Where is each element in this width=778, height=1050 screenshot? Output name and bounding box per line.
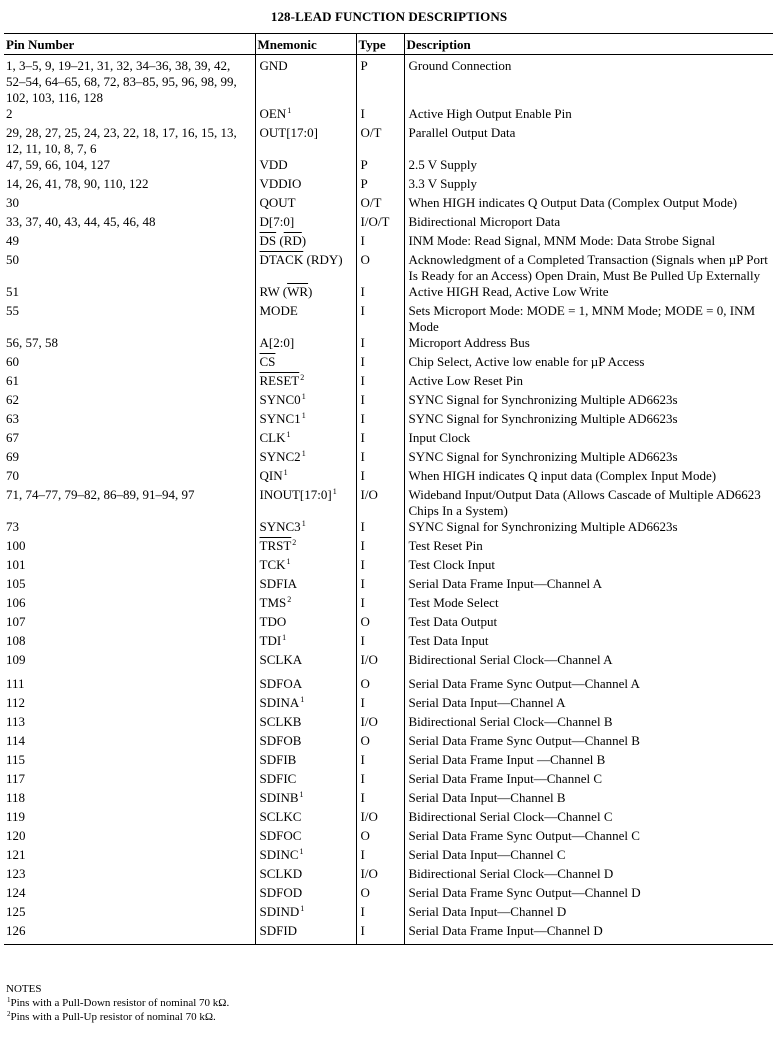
footnote-marker: 1 <box>299 847 304 856</box>
table-row <box>4 576 773 595</box>
description-cell: Serial Data Frame Input—Channel D <box>404 923 773 945</box>
type-cell: P <box>356 176 404 195</box>
mnemonic-text: TDI <box>259 633 282 648</box>
mnemonic-cell <box>255 392 356 411</box>
table-row <box>4 595 773 614</box>
type-cell: I <box>356 847 404 866</box>
table-row <box>4 809 773 828</box>
type-cell: I/O <box>356 652 404 676</box>
pin-number-cell: 117 <box>4 771 255 790</box>
description-cell: SYNC Signal for Synchronizing Multiple AD6623s <box>408 392 678 407</box>
type-cell: I <box>356 904 404 923</box>
mnemonic-alt-text: RDY <box>310 252 339 267</box>
pin-number-cell: 73 <box>4 519 255 538</box>
description-cell: Bidirectional Microport Data <box>408 214 561 229</box>
notes-heading: NOTES <box>6 983 42 995</box>
mnemonic-cell <box>255 468 356 487</box>
mnemonic-cell: $\overline{DS}$ $(\overline{RD})$ <box>255 233 356 252</box>
mnemonic-text: DTACK <box>259 252 304 267</box>
pin-number-cell: 108 <box>4 633 255 652</box>
mnemonic-text: RW <box>259 284 280 299</box>
mnemonic-text: SCLKD <box>259 866 303 881</box>
type-cell: O <box>356 252 404 284</box>
pin-number-cell: 120 <box>4 828 255 847</box>
pin-number-cell: 49 <box>4 233 255 252</box>
description-cell: SYNC Signal for Synchronizing Multiple AD6623s <box>408 449 678 464</box>
type-cell: I <box>356 233 404 252</box>
mnemonic-text: TRST <box>259 538 292 553</box>
mnemonic-text: SDFOD <box>259 885 303 900</box>
description-cell: Serial Data Frame Input—Channel C <box>408 771 603 786</box>
type-cell: I <box>356 468 404 487</box>
mnemonic-text: TCK <box>259 557 286 572</box>
mnemonic-cell <box>255 449 356 468</box>
mnemonic-cell <box>255 904 356 923</box>
description-cell: Serial Data Frame Sync Output—Channel B <box>408 733 640 748</box>
mnemonic-cell <box>255 195 356 214</box>
type-cell: O <box>356 733 404 752</box>
mnemonic-cell <box>255 125 356 157</box>
table-row <box>4 125 773 157</box>
type-cell: I/O <box>356 487 404 519</box>
note-marker: 1 <box>7 996 11 1004</box>
mnemonic-text: SDFOC <box>259 828 302 843</box>
description-cell: Active Low Reset Pin <box>408 373 523 388</box>
mnemonic-cell: RW $(\overline{WR})$ <box>255 284 356 303</box>
footnote-marker: 2 <box>300 373 305 382</box>
mnemonic-text: D[7:0] <box>259 214 295 229</box>
type-cell: I <box>356 752 404 771</box>
table-row <box>4 392 773 411</box>
description-cell: Chip Select, Active low enable for µP Access <box>408 354 645 369</box>
mnemonic-text: CLK <box>259 430 286 445</box>
pin-number-cell: 100 <box>4 538 255 557</box>
description-cell: Serial Data Input—Channel C <box>408 847 566 862</box>
table-row <box>4 752 773 771</box>
footnote-marker: 1 <box>301 519 306 528</box>
type-cell: I <box>356 430 404 449</box>
description-cell: INM Mode: Read Signal, MNM Mode: Data Strobe Signal <box>408 233 716 248</box>
type-cell: I <box>356 538 404 557</box>
description-cell: Bidirectional Serial Clock—Channel C <box>408 809 613 824</box>
table-row <box>4 847 773 866</box>
pin-number-cell: 126 <box>4 923 255 945</box>
mnemonic-text: VDDIO <box>259 176 302 191</box>
mnemonic-text: SDFID <box>259 923 298 938</box>
table-row <box>4 449 773 468</box>
table-row <box>4 195 773 214</box>
pin-number-cell: 121 <box>4 847 255 866</box>
mnemonic-cell <box>255 866 356 885</box>
type-cell: P <box>356 157 404 176</box>
mnemonic-text: SYNC2 <box>259 449 301 464</box>
mnemonic-cell <box>255 676 356 695</box>
mnemonic-cell <box>255 214 356 233</box>
footnote-marker: 1 <box>300 695 305 704</box>
footnote-marker: 1 <box>300 904 305 913</box>
description-cell: Bidirectional Serial Clock—Channel D <box>408 866 614 881</box>
mnemonic-cell <box>255 847 356 866</box>
table-row <box>4 538 773 557</box>
footnote-marker: 2 <box>287 595 292 604</box>
table-row <box>4 468 773 487</box>
footnote-marker: 1 <box>301 449 306 458</box>
pin-number-cell: 101 <box>4 557 255 576</box>
mnemonic-cell <box>255 335 356 354</box>
mnemonic-cell <box>255 695 356 714</box>
mnemonic-cell <box>255 595 356 614</box>
mnemonic-cell <box>255 176 356 195</box>
table-header-row <box>4 34 773 55</box>
mnemonic-cell <box>255 885 356 904</box>
mnemonic-cell <box>255 519 356 538</box>
mnemonic-cell <box>255 771 356 790</box>
footnote-marker: 1 <box>332 487 337 496</box>
table-row <box>4 176 773 195</box>
table-row <box>4 233 773 252</box>
type-cell: I <box>356 411 404 430</box>
mnemonic-cell <box>255 430 356 449</box>
pin-number-cell: 106 <box>4 595 255 614</box>
pin-number-cell: 51 <box>4 284 255 303</box>
description-cell: Sets Microport Mode: MODE = 1, MNM Mode; MODE = 0, INM Mode <box>408 303 756 334</box>
description-cell: Microport Address Bus <box>408 335 530 350</box>
type-cell: I <box>356 790 404 809</box>
table-row <box>4 714 773 733</box>
mnemonic-text: SCLKA <box>259 652 303 667</box>
pin-number-cell: 119 <box>4 809 255 828</box>
type-cell: I <box>356 695 404 714</box>
type-cell: O/T <box>356 195 404 214</box>
pin-number-cell: 47, 59, 66, 104, 127 <box>4 157 255 176</box>
mnemonic-cell <box>255 55 356 107</box>
notes <box>6 982 229 1024</box>
description-cell: 3.3 V Supply <box>408 176 478 191</box>
mnemonic-text: MODE <box>259 303 298 318</box>
type-cell: O <box>356 828 404 847</box>
pin-number-cell: 30 <box>4 195 255 214</box>
type-cell: I/O <box>356 809 404 828</box>
type-cell: I <box>356 923 404 945</box>
mnemonic-text: VDD <box>259 157 288 172</box>
pin-function-table <box>4 33 773 945</box>
table-row <box>4 904 773 923</box>
mnemonic-text: SCLKC <box>259 809 302 824</box>
mnemonic-text: RESET <box>259 373 300 388</box>
mnemonic-cell <box>255 828 356 847</box>
description-cell: Bidirectional Serial Clock—Channel B <box>408 714 613 729</box>
pin-number-cell: 67 <box>4 430 255 449</box>
mnemonic-text: SDFOA <box>259 676 303 691</box>
pin-number-cell: 115 <box>4 752 255 771</box>
pin-number-cell: 33, 37, 40, 43, 44, 45, 46, 48 <box>4 214 255 233</box>
page-title: 128-LEAD FUNCTION DESCRIPTIONS <box>270 9 508 24</box>
mnemonic-alt-text: $\overline{RD}$ <box>283 233 302 248</box>
mnemonic-cell <box>255 652 356 676</box>
type-cell: I <box>356 576 404 595</box>
description-cell: Serial Data Frame Input—Channel A <box>408 576 603 591</box>
footnote-marker: 1 <box>301 392 306 401</box>
table-row <box>4 157 773 176</box>
description-cell: Input Clock <box>408 430 471 445</box>
mnemonic-cell <box>255 557 356 576</box>
description-cell: Bidirectional Serial Clock—Channel A <box>408 652 613 667</box>
table-row <box>4 614 773 633</box>
header-pin-number: Pin Number <box>4 34 255 55</box>
pin-number-cell: 70 <box>4 468 255 487</box>
mnemonic-cell <box>255 106 356 125</box>
footnote-marker: 1 <box>286 430 291 439</box>
footnote-marker: 1 <box>301 411 306 420</box>
pin-number-cell: 14, 26, 41, 78, 90, 110, 122 <box>4 176 255 195</box>
pin-number-cell: 61 <box>4 373 255 392</box>
description-cell: Serial Data Frame Sync Output—Channel A <box>408 676 640 691</box>
type-cell: I <box>356 373 404 392</box>
type-cell: I <box>356 335 404 354</box>
mnemonic-text: SYNC3 <box>259 519 301 534</box>
mnemonic-cell <box>255 354 356 373</box>
pin-number-cell: 60 <box>4 354 255 373</box>
description-cell: When HIGH indicates Q Output Data (Complex Output Mode) <box>408 195 738 210</box>
pin-number-cell: 1, 3–5, 9, 19–21, 31, 32, 34–36, 38, 39, 42, 52–54, 64–65, 68, 72, 83–85, 95, 96, 98, 99, 102, 103, 116, 128 <box>4 55 255 107</box>
type-cell: O <box>356 614 404 633</box>
mnemonic-text: SYNC1 <box>259 411 301 426</box>
mnemonic-text: $\overline{DS}$ <box>259 233 277 248</box>
table-row <box>4 55 773 107</box>
note-text: Pins with a Pull-Up resistor of nominal 70 kΩ. <box>10 1011 216 1023</box>
type-cell: I/O/T <box>356 214 404 233</box>
mnemonic-cell <box>255 303 356 335</box>
mnemonic-text: OUT[17:0] <box>259 125 318 140</box>
note-2 <box>6 1010 229 1024</box>
mnemonic-cell <box>255 752 356 771</box>
description-cell: SYNC Signal for Synchronizing Multiple AD6623s <box>408 519 678 534</box>
mnemonic-text: GND <box>259 58 288 73</box>
footnote-marker: 1 <box>286 557 291 566</box>
type-cell: I <box>356 633 404 652</box>
description-cell: 2.5 V Supply <box>408 157 478 172</box>
note-1 <box>6 996 229 1010</box>
mnemonic-text: SDFIC <box>259 771 297 786</box>
mnemonic-cell <box>255 733 356 752</box>
table-row <box>4 652 773 676</box>
type-cell: I <box>356 303 404 335</box>
table-row <box>4 828 773 847</box>
mnemonic-cell: DTACK (RDY) <box>255 252 356 284</box>
mnemonic-cell <box>255 538 356 557</box>
note-marker: 2 <box>7 1010 11 1018</box>
description-cell: Serial Data Frame Sync Output—Channel D <box>408 885 641 900</box>
pin-number-cell: 55 <box>4 303 255 335</box>
footnote-marker: 1 <box>282 633 287 642</box>
footnote-marker: 1 <box>287 106 292 115</box>
table-row <box>4 487 773 519</box>
mnemonic-cell <box>255 157 356 176</box>
pin-number-cell: 29, 28, 27, 25, 24, 23, 22, 18, 17, 16, 15, 13, 12, 11, 10, 8, 7, 6 <box>4 125 255 157</box>
table-row <box>4 695 773 714</box>
type-cell: I/O <box>356 866 404 885</box>
pin-number-cell: 2 <box>4 106 255 125</box>
table-row <box>4 633 773 652</box>
mnemonic-cell <box>255 411 356 430</box>
mnemonic-text: SDINB <box>259 790 299 805</box>
type-cell: P <box>356 55 404 107</box>
mnemonic-text: SDINA <box>259 695 300 710</box>
pin-number-cell: 112 <box>4 695 255 714</box>
description-cell: Test Clock Input <box>408 557 495 572</box>
table-row <box>4 557 773 576</box>
mnemonic-text: SDINC <box>259 847 299 862</box>
table-row <box>4 866 773 885</box>
mnemonic-text: SDFIA <box>259 576 298 591</box>
pin-number-cell: 123 <box>4 866 255 885</box>
header-description: Description <box>404 34 773 55</box>
table-row <box>4 354 773 373</box>
pin-number-cell: 109 <box>4 652 255 676</box>
mnemonic-cell <box>255 614 356 633</box>
type-cell: I <box>356 595 404 614</box>
description-cell: Serial Data Input—Channel D <box>408 904 567 919</box>
type-cell: I <box>356 284 404 303</box>
mnemonic-text: TMS <box>259 595 287 610</box>
table-row <box>4 519 773 538</box>
description-cell: Test Data Output <box>408 614 498 629</box>
description-cell: Serial Data Input—Channel A <box>408 695 566 710</box>
description-cell: Active HIGH Read, Active Low Write <box>408 284 609 299</box>
mnemonic-text: SYNC0 <box>259 392 301 407</box>
mnemonic-alt-text: $\overline{WR}$ <box>287 284 309 299</box>
footnote-marker: 1 <box>299 790 304 799</box>
description-cell: Active High Output Enable Pin <box>408 106 572 121</box>
type-cell: O/T <box>356 125 404 157</box>
description-cell: Test Mode Select <box>408 595 499 610</box>
pin-number-cell: 71, 74–77, 79–82, 86–89, 91–94, 97 <box>4 487 255 519</box>
mnemonic-text: TDO <box>259 614 287 629</box>
type-cell: O <box>356 885 404 904</box>
description-cell: Serial Data Frame Sync Output—Channel C <box>408 828 640 843</box>
description-cell: Test Reset Pin <box>408 538 483 553</box>
type-cell: I <box>356 519 404 538</box>
pin-number-cell: 107 <box>4 614 255 633</box>
table-row <box>4 106 773 125</box>
mnemonic-cell <box>255 809 356 828</box>
mnemonic-text: A[2:0] <box>259 335 295 350</box>
mnemonic-cell <box>255 487 356 519</box>
description-cell: Parallel Output Data <box>408 125 516 140</box>
pin-number-cell: 69 <box>4 449 255 468</box>
table-row <box>4 284 773 303</box>
mnemonic-text: SDFOB <box>259 733 302 748</box>
mnemonic-text: SDIND <box>259 904 300 919</box>
table-row <box>4 733 773 752</box>
table-row <box>4 430 773 449</box>
footnote-marker: 1 <box>283 468 288 477</box>
type-cell: I <box>356 771 404 790</box>
table-row <box>4 335 773 354</box>
description-cell: When HIGH indicates Q input data (Complex Input Mode) <box>408 468 717 483</box>
mnemonic-text: SCLKB <box>259 714 302 729</box>
type-cell: I <box>356 106 404 125</box>
description-cell: Serial Data Frame Input —Channel B <box>408 752 606 767</box>
pin-number-cell: 111 <box>4 676 255 695</box>
table-row <box>4 303 773 335</box>
table-row <box>4 885 773 904</box>
type-cell: O <box>356 676 404 695</box>
table-row <box>4 252 773 284</box>
pin-number-cell: 50 <box>4 252 255 284</box>
mnemonic-text: QOUT <box>259 195 296 210</box>
mnemonic-cell <box>255 714 356 733</box>
table-row <box>4 373 773 392</box>
description-cell: SYNC Signal for Synchronizing Multiple AD6623s <box>408 411 678 426</box>
mnemonic-cell <box>255 373 356 392</box>
description-cell: Serial Data Input—Channel B <box>408 790 566 805</box>
table-row <box>4 771 773 790</box>
table-row <box>4 923 773 945</box>
pin-number-cell: 63 <box>4 411 255 430</box>
table-row <box>4 790 773 809</box>
mnemonic-text: SDFIB <box>259 752 297 767</box>
note-text: Pins with a Pull-Down resistor of nominal 70 kΩ. <box>10 997 230 1009</box>
type-cell: I <box>356 557 404 576</box>
pin-number-cell: 125 <box>4 904 255 923</box>
table-row <box>4 214 773 233</box>
description-cell: Wideband Input/Output Data (Allows Cascade of Multiple AD6623 Chips In a System) <box>408 487 761 518</box>
header-mnemonic: Mnemonic <box>255 34 356 55</box>
pin-number-cell: 105 <box>4 576 255 595</box>
mnemonic-text: $\overline{CS}$ <box>259 354 276 369</box>
table-row <box>4 411 773 430</box>
description-cell: Test Data Input <box>408 633 489 648</box>
mnemonic-cell <box>255 790 356 809</box>
footnote-marker: 2 <box>292 538 297 547</box>
mnemonic-cell <box>255 923 356 945</box>
type-cell: I <box>356 449 404 468</box>
pin-number-cell: 113 <box>4 714 255 733</box>
mnemonic-cell <box>255 633 356 652</box>
type-cell: I <box>356 354 404 373</box>
mnemonic-text: INOUT[17:0] <box>259 487 332 502</box>
mnemonic-text: OEN <box>259 106 287 121</box>
pin-number-cell: 118 <box>4 790 255 809</box>
table-row <box>4 676 773 695</box>
pin-number-cell: 124 <box>4 885 255 904</box>
description-cell: Acknowledgment of a Completed Transaction (Signals when µP Port Is Ready for an Access) Open Drain, Must Be Pulled Up Externally <box>408 252 768 283</box>
mnemonic-cell <box>255 576 356 595</box>
mnemonic-text: QIN <box>259 468 283 483</box>
pin-number-cell: 114 <box>4 733 255 752</box>
type-cell: I <box>356 392 404 411</box>
pin-number-cell: 62 <box>4 392 255 411</box>
description-cell: Ground Connection <box>408 58 512 73</box>
type-cell: I/O <box>356 714 404 733</box>
pin-number-cell: 56, 57, 58 <box>4 335 255 354</box>
header-type: Type <box>356 34 404 55</box>
